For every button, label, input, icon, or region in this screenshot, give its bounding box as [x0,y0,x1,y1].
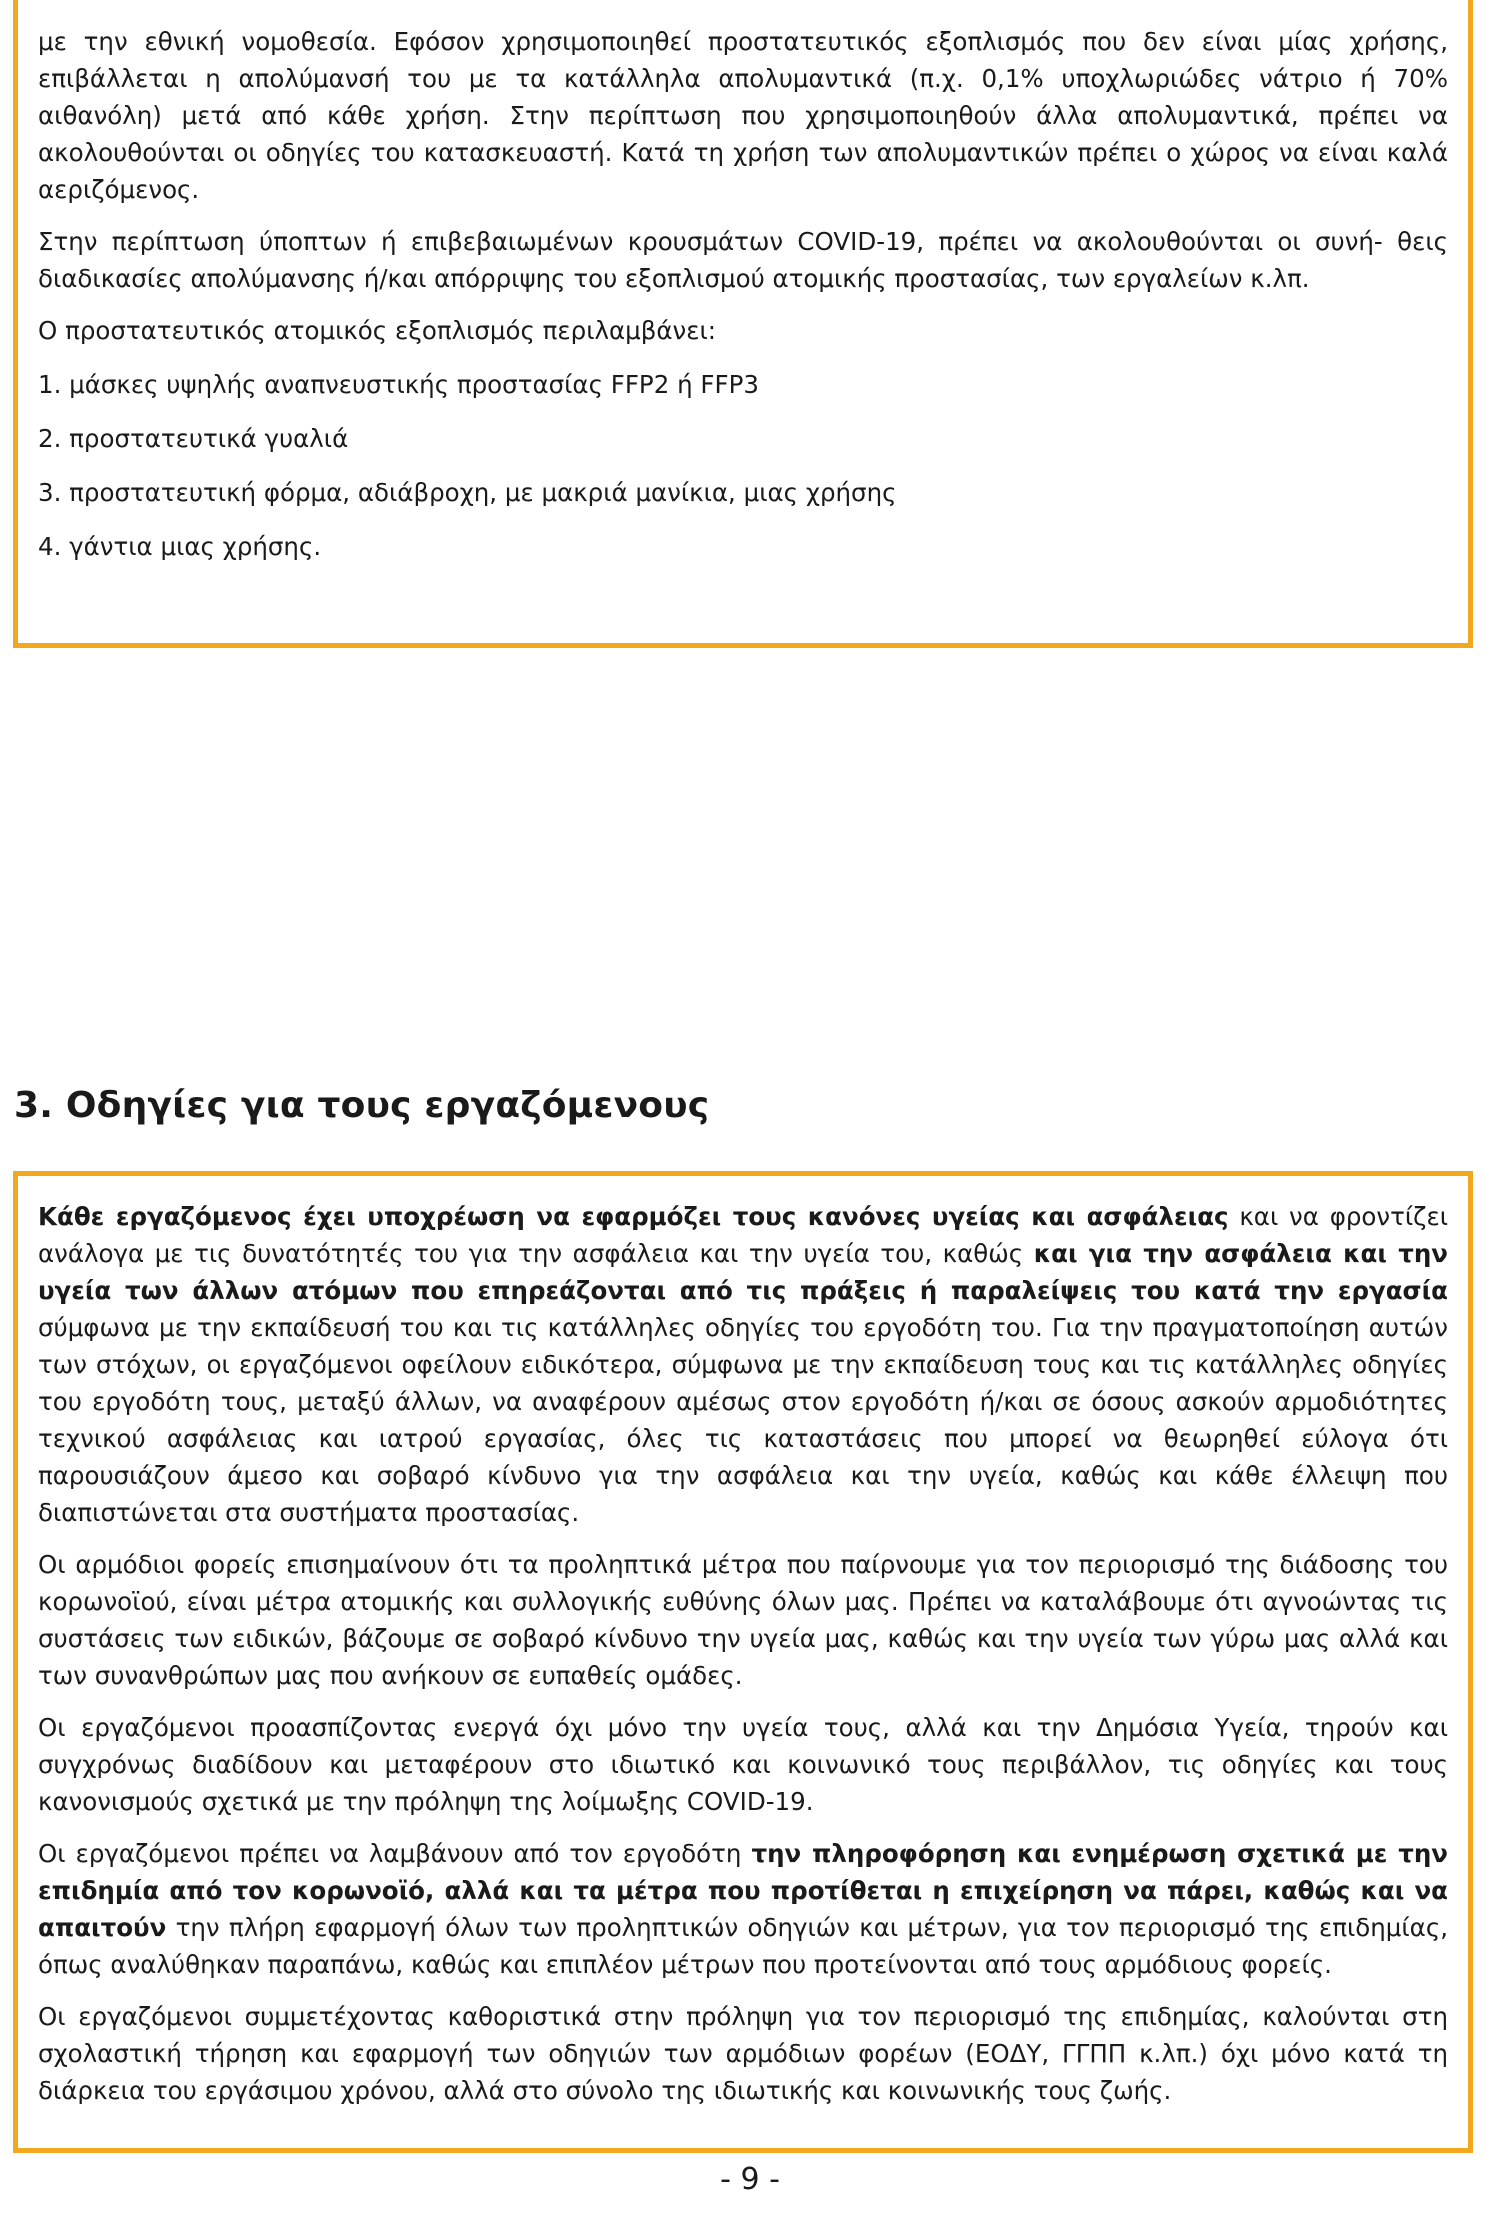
section-heading: 3. Οδηγίες για τους εργαζόμενους [14,1085,710,1126]
list-item: 4. γάντια μιας χρήσης. [38,532,322,561]
paragraph-compliance: Οι εργαζόμενοι συμμετέχοντας καθοριστικά στην πρόληψη για τον περιορισμό της επιδημίας, καλούνται στη σχολαστική τήρηση και εφαρμογή των οδηγιών των αρμόδιων φορέων (ΕΟΔΥ, ΓΓΠΠ κ.λπ.) όχι μόνο κατά τη διάρκεια του εργάσιμου χρόνου, αλλά στο σύνολο της ιδιωτικής και κοινωνικής τους ζωής. [38,2002,1448,2105]
paragraph-covid-cases: Στην περίπτωση ύποπτων ή επιβεβαιωμένων κρουσμάτων COVID-19, πρέπει να ακολουθούνται οι συνή- θεις διαδικασίες απολύμανσης ή/και απόρριψης του εξοπλισμού ατομικής προστασίας, των εργαλείων κ.λπ. [38,227,1448,293]
paragraph-information [38,1835,1448,1983]
info-box-top [13,0,1473,648]
body-text: Οι εργαζόμενοι πρέπει να λαμβάνουν από τον εργοδότη [38,1839,752,1868]
list-item: 1. μάσκες υψηλής αναπνευστικής προστασίας FFP2 ή FFP3 [38,370,759,399]
info-box-bottom [13,1171,1473,2153]
body-text: και να φροντίζει ανάλογα με τις δυνατότητές του για την ασφάλεια και την υγεία του, καθώς [38,1202,1448,1268]
page-number: - 9 - [720,2162,780,2197]
body-text: σύμφωνα με την εκπαίδευσή του και τις κατάλληλες οδηγίες του εργοδότη του. Για την πραγματοποίηση αυτών των στόχων, οι εργαζόμενοι οφείλουν ειδικότερα, σύμφωνα με την εκπαίδευση τους και τις κατάλληλες οδηγίες του εργοδότη τους, μεταξύ άλλων, να αναφέρουν αμέσως στον εργοδότη ή/και σε όσους ασκούν αρμοδιότητες τεχνικού ασφάλειας και ιατρού εργασίας, όλες τις καταστάσεις που μπορεί να θεωρηθεί εύλογα ότι παρουσιάζουν άμεσο και σοβαρό κίνδυνο για την ασφάλεια και την υγεία, καθώς και κάθε έλλειψη που διαπιστώνεται στα συστήματα προστασίας. [38,1313,1448,1527]
list-item: 2. προστατευτικά γυαλιά [38,424,349,453]
bold-text: Κάθε εργαζόμενος έχει υποχρέωση να εφαρμόζει τους κανόνες υγείας και ασφάλειας [38,1202,1229,1231]
bold-text: και για την ασφάλεια και την υγεία των άλλων ατόμων που επηρεάζονται από τις πράξεις ή παραλείψεις του κατά την εργασία [38,1239,1448,1305]
list-intro: Ο προστατευτικός ατομικός εξοπλισμός περιλαμβάνει: [38,316,716,345]
paragraph-disinfection: με την εθνική νομοθεσία. Εφόσον χρησιμοποιηθεί προστατευτικός εξοπλισμός που δεν είναι μίας χρήσης, επιβάλλεται η απολύμανσή του με τα κατάλληλα απολυμαντικά (π.χ. 0,1% υποχλωριώδες νάτριο ή 70% αιθανόλη) μετά από κάθε χρήση. Στην περίπτωση που χρησιμοποιηθούν άλλα απολυμαντικά, πρέπει να ακολουθούνται οι οδηγίες του κατασκευαστή. Κατά τη χρήση των απολυμαντικών πρέπει ο χώρος να είναι καλά αεριζόμενος. [38,27,1448,204]
paragraph-obligations [38,1198,1448,1531]
bold-text: την πληροφόρηση και ενημέρωση σχετικά με την επιδημία από τον κορωνοϊό, αλλά και τα μέτρα που προτίθεται η επιχείρηση να πάρει, καθώς και να απαιτούν [38,1839,1448,1942]
list-item: 3. προστατευτική φόρμα, αδιάβροχη, με μακριά μανίκια, μιας χρήσης [38,478,897,507]
paragraph-responsibility: Οι αρμόδιοι φορείς επισημαίνουν ότι τα προληπτικά μέτρα που παίρνουμε για τον περιορισμό της διάδοσης του κορωνοϊού, είναι μέτρα ατομικής και συλλογικής ευθύνης όλων μας. Πρέπει να καταλάβουμε ότι αγνοώντας τις συστάσεις των ειδικών, βάζουμε σε σοβαρό κίνδυνο την υγεία μας, καθώς και την υγεία των γύρω μας αλλά και των συνανθρώπων μας που ανήκουν σε ευπαθείς ομάδες. [38,1550,1448,1690]
paragraph-public-health: Οι εργαζόμενοι προασπίζοντας ενεργά όχι μόνο την υγεία τους, αλλά και την Δημόσια Υγεία, τηρούν και συγχρόνως διαδίδουν και μεταφέρουν στο ιδιωτικό και κοινωνικό τους περιβάλλον, τις οδηγίες και τους κανονισμούς σχετικά με την πρόληψη της λοίμωξης COVID-19. [38,1713,1448,1816]
body-text: την πλήρη εφαρμογή όλων των προληπτικών οδηγιών και μέτρων, για τον περιορισμό της επιδημίας, όπως αναλύθηκαν παραπάνω, καθώς και επιπλέον μέτρων που προτείνονται από τους αρμόδιους φορείς. [38,1913,1448,1979]
